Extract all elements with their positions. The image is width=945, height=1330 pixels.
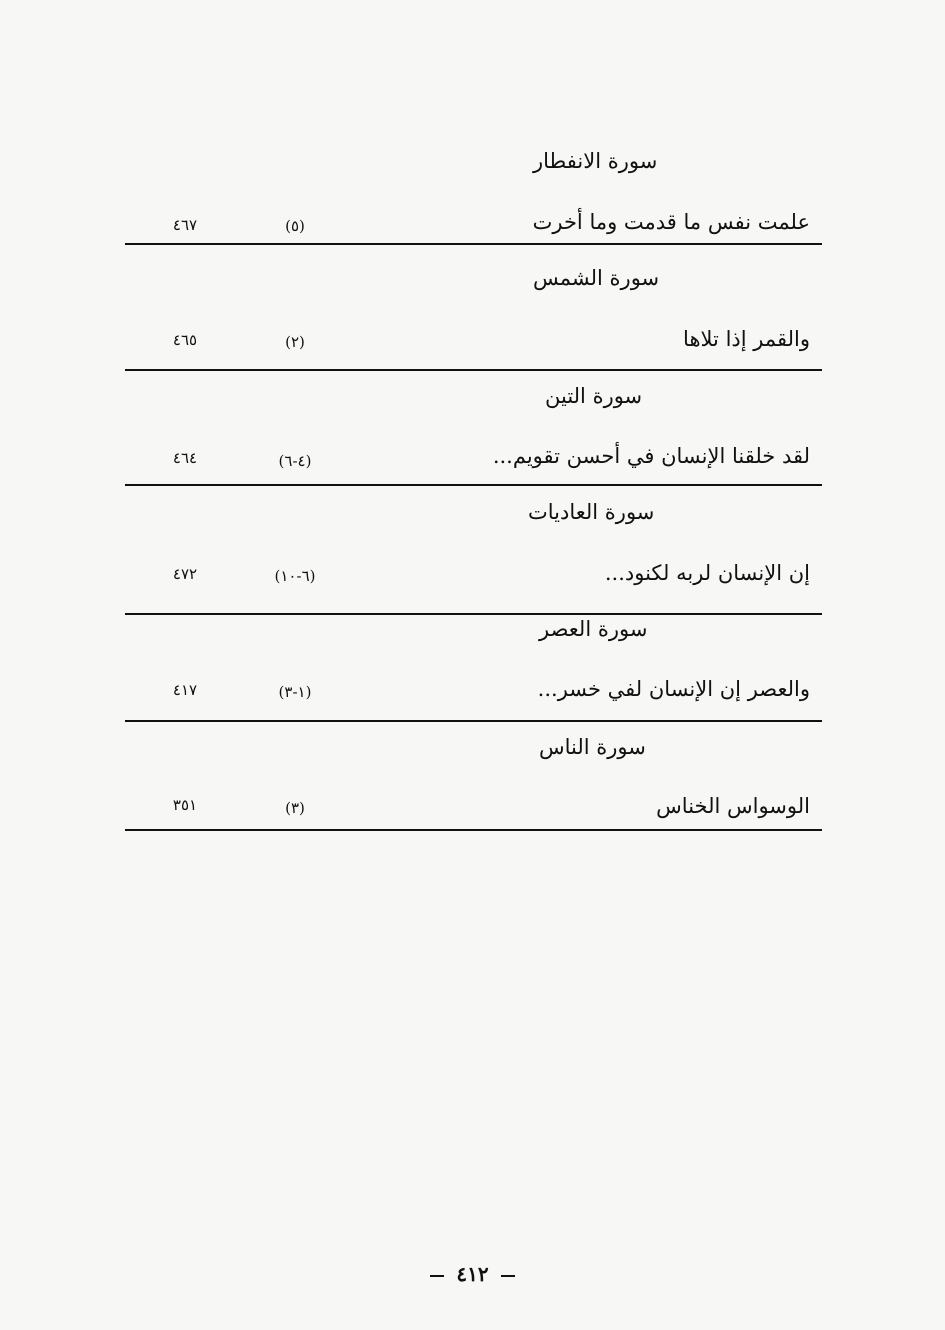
index-section-infitar: [125, 145, 822, 247]
dash-right: [501, 1275, 515, 1277]
surah-title: سورة العصر: [539, 617, 648, 641]
verse-text: والقمر إذا تلاها: [683, 327, 810, 351]
page-reference: ٤٦٧: [172, 216, 198, 234]
ayah-number: (٤-٦): [278, 452, 312, 470]
index-section-nas: [125, 733, 822, 835]
page-number: [0, 1262, 945, 1286]
page-reference: ٤٦٤: [172, 449, 198, 467]
surah-title: سورة الشمس: [533, 266, 660, 290]
ayah-number: (٦-١٠): [274, 567, 316, 585]
index-section-asr: [125, 615, 822, 725]
verse-text: إن الإنسان لربه لكنود...: [604, 561, 810, 585]
verse-text: الوسواس الخناس: [656, 794, 810, 818]
ayah-number: (٥): [285, 217, 305, 235]
index-section-tin: [125, 380, 822, 488]
verse-text: لقد خلقنا الإنسان في أحسن تقويم...: [492, 444, 810, 468]
surah-title: سورة الناس: [539, 735, 646, 759]
section-divider: [125, 484, 822, 486]
page-reference: ٤٧٢: [172, 565, 198, 583]
page-reference: ٤٦٥: [172, 331, 198, 349]
page-reference: ٣٥١: [172, 796, 198, 814]
index-section-shams: [125, 262, 822, 373]
verse-text: والعصر إن الإنسان لفي خسر...: [537, 677, 810, 701]
ayah-number: (١-٣): [278, 683, 312, 701]
surah-title: سورة العاديات: [528, 500, 655, 524]
surah-title: سورة التين: [545, 384, 643, 408]
page-number-text: ٤١٢: [456, 1262, 489, 1286]
section-divider: [125, 369, 822, 371]
ayah-number: (٢): [285, 333, 305, 351]
page-reference: ٤١٧: [172, 681, 198, 699]
index-section-adiyat: [125, 496, 822, 617]
section-divider: [125, 720, 822, 722]
section-divider: [125, 829, 822, 831]
dash-left: [430, 1275, 444, 1277]
ayah-number: (٣): [285, 799, 305, 817]
verse-text: علمت نفس ما قدمت وما أخرت: [532, 210, 810, 234]
section-divider: [125, 243, 822, 245]
surah-title: سورة الانفطار: [533, 149, 658, 173]
